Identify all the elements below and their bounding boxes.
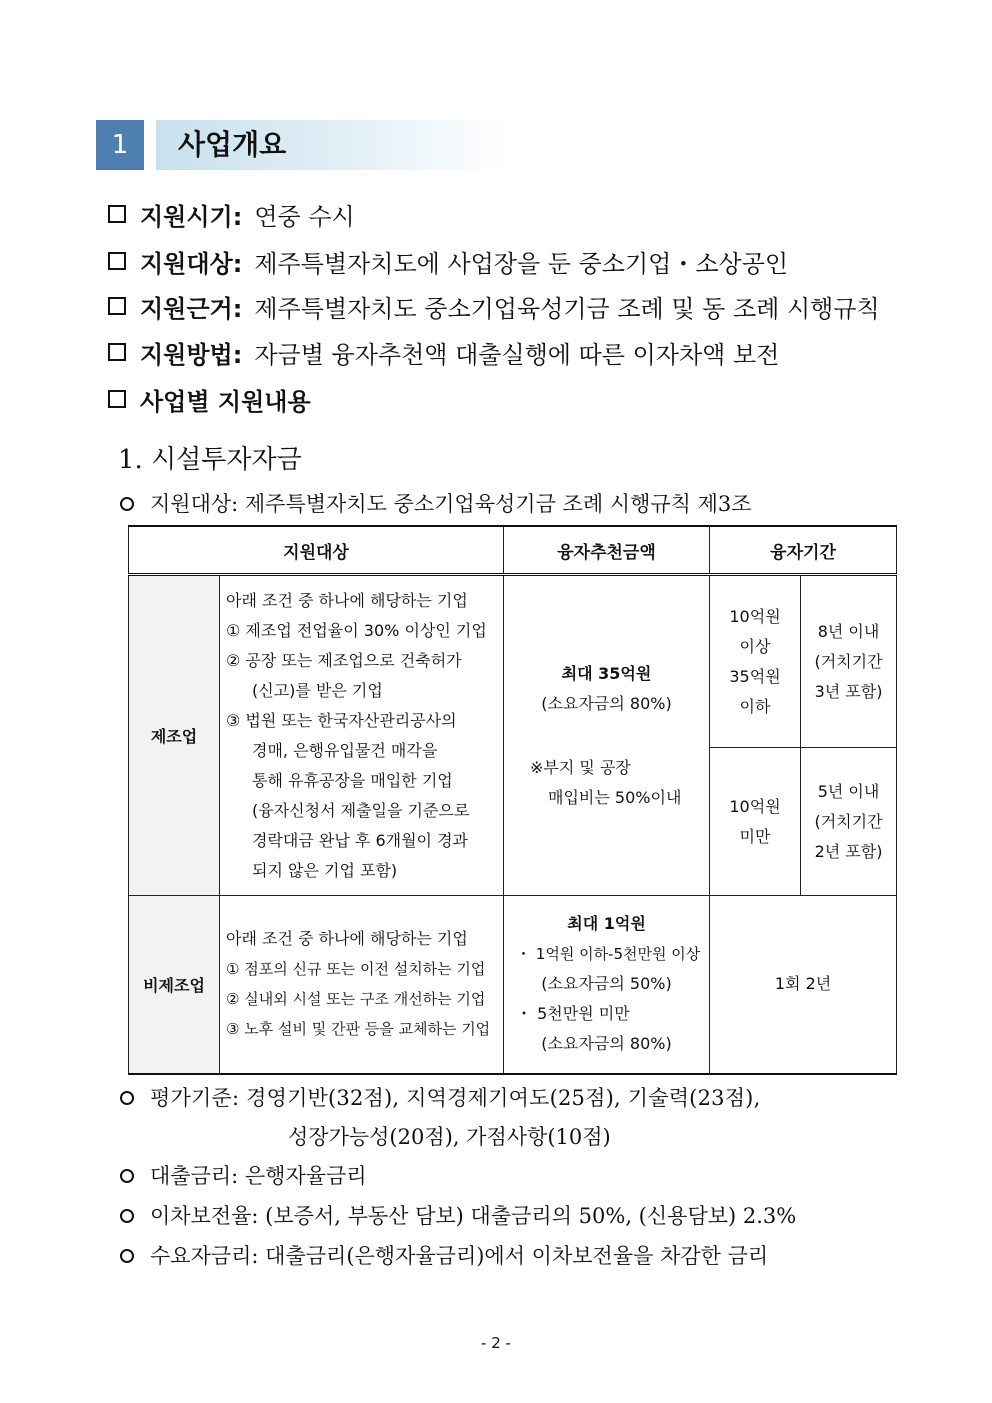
conditions-manufacturing (220, 575, 504, 896)
bullet-support-period (108, 196, 355, 232)
amount-max: 최대 1억원 (567, 914, 646, 934)
header-amount: 융자추천금액 (504, 526, 710, 575)
condition-line: ③ 법원 또는 한국자산관리공사의 (226, 710, 457, 730)
range-large (710, 575, 801, 748)
condition-line: 아래 조건 중 하나에 해당하는 기업 (226, 929, 468, 949)
condition-line: ① 점포의 신규 또는 이전 설치하는 기업 (226, 960, 486, 979)
condition-line: 아래 조건 중 하나에 해당하는 기업 (226, 590, 468, 610)
bullet-label: 지원근거: (140, 294, 243, 323)
amount-note: 매입비는 50%이내 (548, 787, 682, 807)
range-line: 미만 (739, 826, 771, 846)
section-title: 사업개요 (178, 128, 287, 161)
period-line: 3년 포함) (814, 681, 883, 701)
range-line: 이상 (739, 636, 771, 656)
range-line: 10억원 (729, 606, 781, 626)
criteria-text: 평가기준: 경영기반(32점), 지역경제기여도(25점), 기술력(23점), (150, 1086, 761, 1110)
header-period: 융자기간 (710, 526, 897, 575)
condition-line: ② 공장 또는 제조업으로 건축허가 (226, 650, 462, 670)
bullet-label: 지원대상: (140, 249, 243, 278)
amount-ratio: (소요자금의 80%) (541, 693, 672, 713)
bullet-support-target (108, 243, 788, 279)
period-line: (거치기간 (814, 811, 883, 831)
amount-line: ・ 1억원 이하-5천만원 이상 (516, 945, 701, 964)
loan-rate-text: 대출금리: 은행자율금리 (150, 1164, 367, 1188)
bullet-support-method (108, 334, 779, 370)
amount-line: ・ 5천만원 미만 (516, 1004, 630, 1024)
bullet-text: 자금별 융자추천액 대출실행에 따른 이자차액 보전 (254, 340, 780, 369)
period-line: 5년 이내 (817, 781, 880, 801)
target-line (120, 489, 752, 519)
circle-bullet-icon (120, 1249, 134, 1263)
criteria-line-1 (120, 1083, 760, 1113)
support-table (128, 525, 897, 1075)
amount-line: (소요자금의 80%) (541, 1034, 672, 1054)
subsidy-rate-line (120, 1201, 796, 1231)
period-large (801, 575, 897, 748)
demand-rate-line (120, 1241, 768, 1271)
condition-line: 되지 않은 기업 포함) (252, 860, 398, 880)
period-line: (거치기간 (814, 651, 883, 671)
amount-non-manufacturing (504, 896, 710, 1074)
subsection-title: 1. 시설투자자금 (118, 445, 302, 475)
category-manufacturing: 제조업 (129, 575, 220, 896)
checkbox-icon (108, 205, 126, 223)
conditions-non-manufacturing (220, 896, 504, 1074)
demand-rate-text: 수요자금리: 대출금리(은행자율금리)에서 이차보전율을 차감한 금리 (150, 1244, 769, 1268)
bullet-text: 제주특별자치도에 사업장을 둔 중소기업・소상공인 (254, 249, 789, 278)
period-non-manufacturing: 1회 2년 (710, 896, 897, 1074)
bullet-support-basis (108, 288, 880, 324)
table-row-non-manufacturing (129, 896, 897, 1074)
table-header-row (129, 526, 897, 575)
condition-line: ② 실내외 시설 또는 구조 개선하는 기업 (226, 990, 486, 1009)
range-line: 10억원 (729, 796, 781, 816)
bullet-label: 지원방법: (140, 340, 243, 369)
bullet-label: 사업별 지원내용 (140, 387, 311, 416)
page-number: - 2 - (481, 1334, 511, 1352)
range-small (710, 748, 801, 896)
condition-line: ③ 노후 설비 및 간판 등을 교체하는 기업 (226, 1020, 491, 1039)
target-line-text: 지원대상: 제주특별자치도 중소기업육성기금 조례 시행규칙 제3조 (150, 492, 752, 516)
amount-manufacturing (504, 575, 710, 896)
loan-rate-line (120, 1161, 367, 1191)
circle-bullet-icon (120, 497, 134, 511)
range-line: 이하 (739, 696, 771, 716)
circle-bullet-icon (120, 1169, 134, 1183)
amount-note: ※부지 및 공장 (530, 757, 631, 777)
bullet-label: 지원시기: (140, 202, 243, 231)
condition-line: 경락대금 완납 후 6개월이 경과 (252, 830, 468, 850)
table-row-manufacturing (129, 575, 897, 748)
circle-bullet-icon (120, 1209, 134, 1223)
checkbox-icon (108, 390, 126, 408)
bullet-text: 제주특별자치도 중소기업육성기금 조례 및 동 조례 시행규칙 (254, 294, 880, 323)
period-line: 8년 이내 (817, 621, 880, 641)
period-line: 2년 포함) (814, 841, 883, 861)
period-small (801, 748, 897, 896)
section-number-badge: 1 (96, 120, 144, 170)
header-target: 지원대상 (129, 526, 504, 575)
condition-line: 통해 유휴공장을 매입한 기업 (252, 770, 453, 790)
category-non-manufacturing: 비제조업 (129, 896, 220, 1074)
condition-line: 경매, 은행유입물건 매각을 (252, 740, 438, 760)
range-line: 35억원 (729, 666, 781, 686)
amount-max: 최대 35억원 (561, 663, 652, 683)
amount-line: (소요자금의 50%) (541, 974, 672, 994)
checkbox-icon (108, 343, 126, 361)
checkbox-icon (108, 297, 126, 315)
bullet-program-details (108, 381, 323, 417)
condition-line: ① 제조업 전업율이 30% 이상인 기업 (226, 620, 487, 640)
criteria-line-2: 성장가능성(20점), 가점사항(10점) (288, 1125, 611, 1149)
checkbox-icon (108, 252, 126, 270)
circle-bullet-icon (120, 1091, 134, 1105)
bullet-text: 연중 수시 (254, 202, 355, 231)
condition-line: (신고)를 받은 기업 (252, 680, 383, 700)
subsidy-rate-text: 이차보전율: (보증서, 부동산 담보) 대출금리의 50%, (신용담보) 2.3% (150, 1204, 797, 1228)
condition-line: (융자신청서 제출일을 기준으로 (252, 800, 470, 820)
